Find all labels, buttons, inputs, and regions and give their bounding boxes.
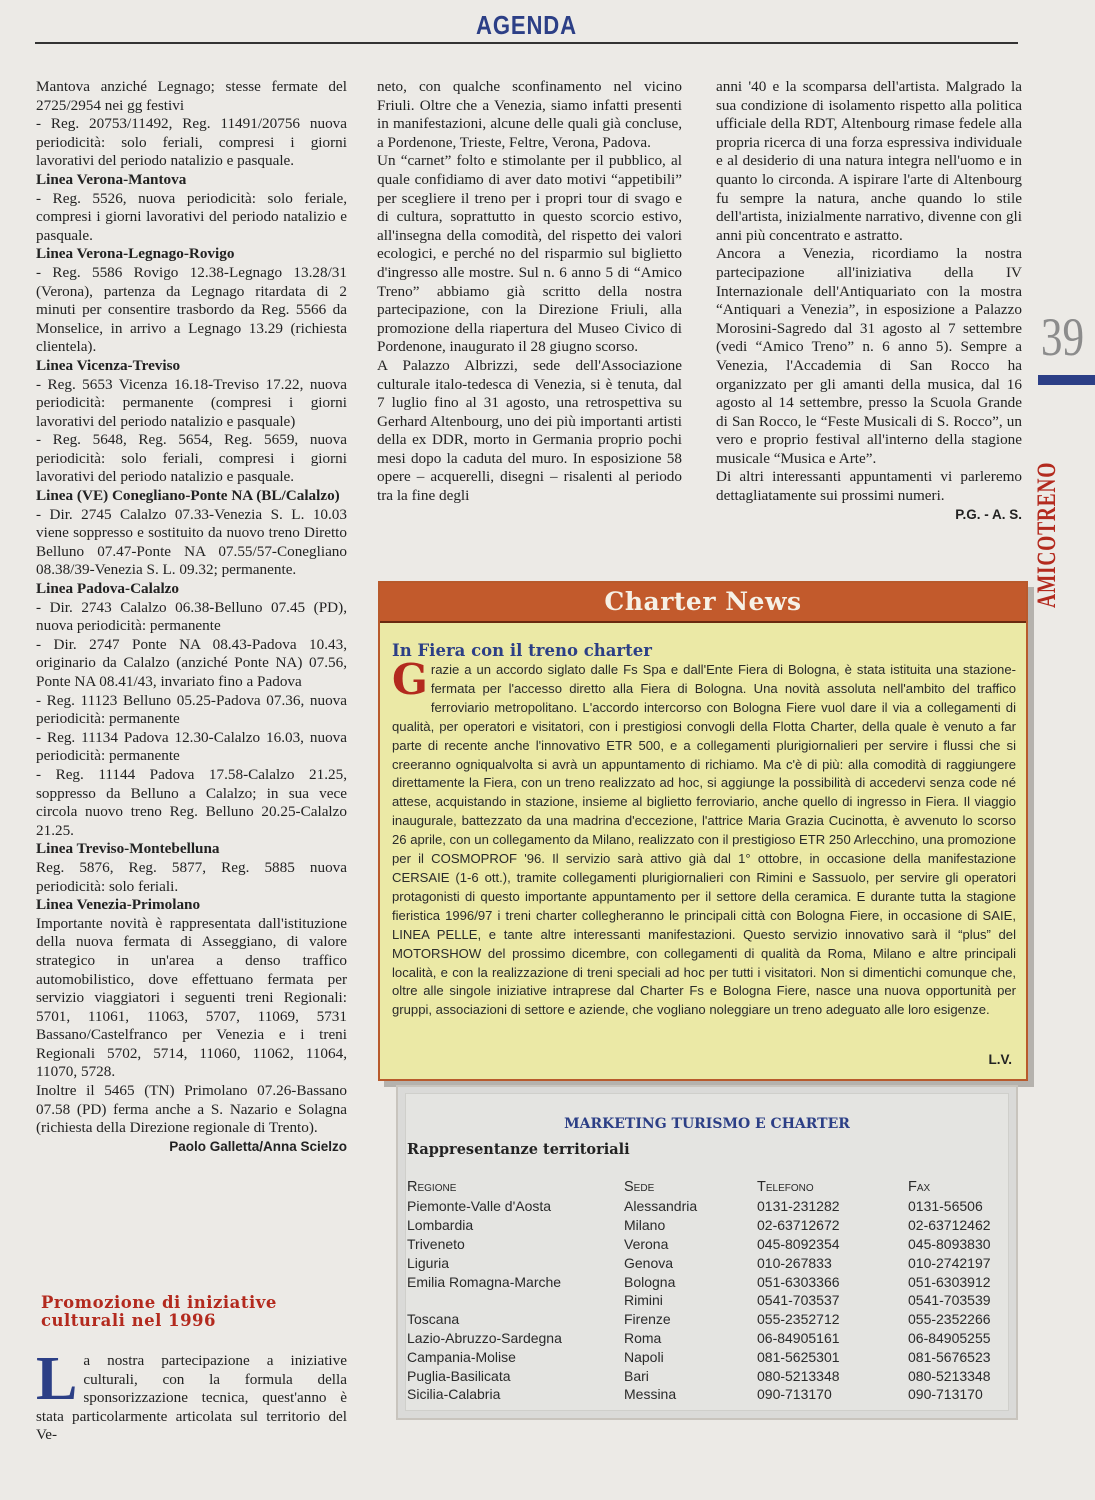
cell-phone: 051-6303366 [757, 1273, 840, 1290]
paragraph: - Dir. 2743 Calalzo 06.38-Belluno 07.45 (PD), nuova periodicità: permanente [36, 598, 347, 635]
column-header-region: Regione [407, 1179, 457, 1195]
cell-phone: 081-5625301 [757, 1348, 840, 1365]
paragraph: - Dir. 2745 Calalzo 07.33-Venezia S. L. 10.03 viene soppresso e sostituito da nuovo treno Diretto Belluno 07.47-Ponte NA 07.55/57-Conegliano 08.38/39-Venezia S. L. 09.32; permanente. [36, 505, 347, 579]
article-column-2 [377, 78, 682, 506]
cell-region [407, 1291, 624, 1310]
paragraph: A Palazzo Albrizzi, sede dell'Associazione culturale italo-tedesca di Venezia, si è tenuta, dal 7 luglio fino al 31 agosto, una retrospettiva su Gerhard Altenbourg, uno dei più importanti artisti della ex DDR, morto in Germania proprio pochi mesi dopo la caduta del muro. In esposizione 58 opere – acquerelli, disegni – risalenti al periodo tra la fine degli [377, 356, 682, 505]
section-title: AGENDA [476, 10, 577, 40]
side-accent-bar [1038, 375, 1095, 385]
cell-office: Messina [624, 1386, 677, 1403]
paragraph: - Reg. 11144 Padova 17.58-Calalzo 21.25, soppresso da Belluno a Calalzo; in sua vece circola nuovo treno Reg. Belluno 20.25-Calalzo 21.25. [36, 765, 347, 839]
cell-phone: 055-2352712 [757, 1311, 840, 1328]
paragraph: neto, con qualche sconfinamento nel vicino Friuli. Oltre che a Venezia, siamo infatti presenti in manifestazioni, alcune delle quali già concluse, a Pordenone, Trieste, Feltre, Verona, Padova. [377, 78, 682, 151]
cell-fax: 055-2352266 [908, 1311, 991, 1328]
cell-office: Napoli [624, 1348, 664, 1365]
promo-title: Promozione di iniziative culturali nel 1996 [41, 1293, 277, 1330]
cell-phone: 090-713170 [757, 1386, 832, 1403]
table-row [407, 1366, 1018, 1385]
cell-region: Lombardia [407, 1217, 474, 1234]
cell-office: Bologna [624, 1273, 676, 1290]
cell-phone: 0541-703537 [757, 1292, 840, 1309]
paragraph: Importante novità è rappresentata dall'istituzione della nuova fermata di Asseggiano, di valore strategico in un'area a denso traffico automobilistico, dove effettuano fermata per servizio viaggiatori i seguenti treni Regionali: 5701, 11061, 11063, 5707, 11069, 5731 Bassano/Castelfranco per Venezia e i treni Regionali 5702, 5714, 11060, 11062, 11064, 11070, 5728. [36, 914, 347, 1081]
cell-fax: 051-6303912 [908, 1273, 991, 1290]
charter-subtitle: In Fiera con il treno charter [392, 641, 652, 660]
table-row [407, 1291, 1018, 1310]
paragraph: Di altri interessanti appuntamenti vi parleremo dettagliatamente sui prossimi numeri. [716, 468, 1022, 505]
cell-fax: 045-8093830 [908, 1235, 991, 1252]
cell-fax: 010-2742197 [908, 1254, 991, 1271]
cell-phone: 080-5213348 [757, 1367, 840, 1384]
cell-phone: 0131-231282 [757, 1198, 840, 1215]
cell-fax: 090-713170 [908, 1386, 983, 1403]
cell-region: Toscana [407, 1311, 460, 1328]
article-column-3 [716, 78, 1022, 524]
table-row [407, 1385, 1018, 1404]
table-row [407, 1235, 1018, 1254]
drop-cap: G [392, 655, 428, 704]
page-number: 39 [1040, 307, 1085, 367]
paragraph: - Reg. 5586 Rovigo 12.38-Legnago 13.28/31 (Verona), partenza da Legnago ritardata di 2 minuti per consentire trasbordo da Reg. 5566 da Monselice, in arrivo a Legnago 13.29 (richiesta clientela). [36, 263, 347, 356]
column-header-fax: Fax [908, 1179, 931, 1195]
cell-region: Liguria [407, 1254, 450, 1271]
table-row [407, 1329, 1018, 1348]
line-heading: Linea (VE) Conegliano-Ponte NA (BL/Calalzo) [36, 487, 340, 505]
cell-phone: 06-84905161 [757, 1329, 840, 1346]
cell-phone: 045-8092354 [757, 1235, 840, 1252]
paragraph: anni '40 e la scomparsa dell'artista. Malgrado la sua condizione di isolamento rispetto alla politica ufficiale della RDT, Altenbourg rimase fedele alla propria ricerca di una forza espressiva individuale e al desiderio di una natura integra nell'uomo e in quanto lo circonda. A ispirare l'arte di Altenbourg fu sempre la natura, anche quando lo stile dell'artista, inizialmente narrativo, divenne con gli anni più concentrato e astratto. [716, 78, 1022, 244]
paragraph: - Reg. 11123 Belluno 05.25-Padova 07.36, nuova periodicità: permanente [36, 691, 347, 728]
table-row [407, 1272, 1018, 1291]
charter-article [392, 655, 1016, 1020]
paragraph: Un “carnet” folto e stimolante per il pubblico, al quale confidiamo di aver dato motivi “appetibili” per scegliere il treno per i propri tour di svago e di cultura, soprattutto in questo scorcio estivo, all'insegna della comodità, del rispetto dei valori ecologici, e perché no del risparmio sul biglietto d'ingresso alle mostre. Sul n. 6 anno 5 di “Amico Treno” abbiamo già scritto della nostra partecipazione, con la Direzione Friuli, alla promozione della riapertura del Museo Civico di Pordenone, inaugurato il 28 giugno scorso. [377, 152, 682, 356]
representatives-table [407, 1177, 1018, 1404]
cell-office: Genova [624, 1254, 674, 1271]
cell-region: Emilia Romagna-Marche [407, 1273, 562, 1290]
line-heading: Linea Treviso-Montebelluna [36, 840, 220, 858]
cell-region: Lazio-Abruzzo-Sardegna [407, 1329, 562, 1346]
cell-office: Firenze [624, 1311, 671, 1328]
paragraph: - Reg. 5653 Vicenza 16.18-Treviso 17.22, nuova periodicità: permanente (compresi i giorni lavorativi del periodo natalizio e pasquale) [36, 375, 347, 430]
paragraph: Inoltre il 5465 (TN) Primolano 07.26-Bassano 07.58 (PD) ferma anche a S. Nazario e Solagna (richiesta della Direzione regionale di Trento). [36, 1082, 347, 1137]
cell-office: Alessandria [624, 1198, 698, 1215]
paragraph: Reg. 5876, Reg. 5877, Reg. 5885 nuova periodicità: solo feriali. [36, 858, 347, 895]
marketing-title: MARKETING TURISMO E CHARTER [564, 1116, 850, 1132]
table-row [407, 1253, 1018, 1272]
paragraph: - Dir. 2747 Ponte NA 08.43-Padova 10.43, originario da Calalzo (anziché Ponte NA) 07.56, Ponte NA 08.41/43, invariato fino a Padova [36, 635, 347, 690]
cell-fax: 06-84905255 [908, 1329, 991, 1346]
paragraph: - Reg. 5648, Reg. 5654, Reg. 5659, nuova periodicità: solo feriali, compresi i giorni lavorativi del periodo natalizio e pasquale. [36, 431, 347, 486]
table-row [407, 1216, 1018, 1235]
cell-office: Bari [624, 1367, 649, 1384]
article-signature: Paolo Galletta/Anna Scielzo [169, 1138, 347, 1154]
cell-fax: 080-5213348 [908, 1367, 991, 1384]
charter-news-header: Charter News [380, 583, 1026, 623]
charter-text: razie a un accordo siglato dalle Fs Spa e dall'Ente Fiera di Bologna, è stata istituita una stazione-fermata per l'accesso diretto alla Fiera di Bologna. Una novità assoluta nell'ambito del traffico ferroviario metropolitano. L'accordo intercorso con Bologna Fiere vuol dare il via a collegamenti di qualità, per operatori e visitatori, con i prestigiosi convogli della Flotta Charter, della quale è venuto a far parte di recente anche l'innovativo ETR 500, e a collegamenti plurigiornalieri per servire i flussi che si creeranno ogniqualvolta si avrà un appuntamento di richiamo. Ma c'è di più: alla comodità di raggiungere direttamente la Fiera, con un treno realizzato ad hoc, si aggiunge la possibilità di accedervi senza code né attese, acquistando in stazione, insieme al biglietto ferroviario, anche quello di ingresso in Fiera. Il viaggio inaugurale, battezzato da una madrina d'eccezione, l'attrice Maria Grazia Cucinotta, è avvenuto lo scorso 26 aprile, con un collegamento da Milano, realizzato con il prestigioso ETR 250 Arlecchino, una promozione per il COSMOPROF '96. Il servizio sarà attivo già dal 1° ottobre, in occasione della manifestazione CERSAIE (1-6 ott.), tramite collegamenti plurigiornalieri con Rimini e Sassuolo, per servire gli operatori protagonisti di questo importante appuntamento per il settore della ceramica. E durante tutta la stagione fieristica 1996/97 i treni charter collegheranno le principali città con Bologna Fiere, in occasione di SAIE, LINEA PELLE, e tante altre interessanti manifestazioni. Questo servizio innovativo sarà il “plus” del MOTORSHOW del prossimo dicembre, con collegamenti di qualità da Roma, Milano e altre principali località, e con la realizzazione di treni speciali ad hoc per tutti i visitatori. Non si dimentichi comunque che, oltre alle singole iniziative intraprese dal Charter Fs e Bologna Fiere, nasce una nuova opportunità per gruppi, associazioni di settore e aziende, che vogliano noleggiare un treno adeguato alle loro esigenze. [392, 662, 1016, 1018]
cell-phone: 010-267833 [757, 1254, 832, 1271]
cell-region: Piemonte-Valle d'Aosta [407, 1198, 552, 1215]
cell-office: Milano [624, 1217, 666, 1234]
line-heading: Linea Verona-Legnago-Rovigo [36, 245, 235, 263]
cell-fax: 081-5676523 [908, 1348, 991, 1365]
cell-fax: 0131-56506 [908, 1198, 983, 1215]
article-signature: P.G. - A. S. [955, 506, 1022, 522]
table-row [407, 1310, 1018, 1329]
table-header-row [407, 1177, 1018, 1197]
paragraph: - Reg. 11134 Padova 12.30-Calalzo 16.03, nuova periodicità: permanente [36, 728, 347, 765]
drop-cap: L [36, 1345, 78, 1413]
page-header [35, 8, 1018, 44]
table-row [407, 1197, 1018, 1216]
line-heading: Linea Padova-Calalzo [36, 580, 180, 598]
line-heading: Linea Vicenza-Treviso [36, 356, 181, 374]
paragraph: - Reg. 20753/11492, Reg. 11491/20756 nuova periodicità: solo feriali, compresi i giorni lavorativi del periodo natalizio e pasquale. [36, 115, 347, 170]
cell-office: Rimini [624, 1292, 663, 1309]
cell-fax: 02-63712462 [908, 1217, 991, 1234]
line-heading: Linea Verona-Mantova [36, 170, 187, 188]
promo-article [36, 1345, 347, 1445]
article-column-1 [36, 78, 347, 1156]
magazine-name: AMICOTRENO [1032, 461, 1061, 608]
cell-region: Sicilia-Calabria [407, 1386, 501, 1403]
cell-office: Roma [624, 1329, 662, 1346]
marketing-subtitle: Rappresentanze territoriali [407, 1141, 630, 1158]
paragraph: Mantova anziché Legnago; stesse fermate del 2725/2954 nei gg festivi [36, 78, 347, 114]
cell-fax: 0541-703539 [908, 1292, 991, 1309]
paragraph: - Reg. 5526, nuova periodicità: solo feriale, compresi i giorni lavorativi del periodo natalizio e pasquale. [36, 189, 347, 244]
cell-region: Puglia-Basilicata [407, 1367, 511, 1384]
promo-text: a nostra partecipazione a iniziative culturali, con la formula della sponsorizzazione tecnica, quest'anno è stata particolarmente articolata sul territorio del Ve- [36, 1352, 347, 1444]
cell-region: Campania-Molise [407, 1348, 516, 1365]
cell-office: Verona [624, 1235, 669, 1252]
charter-signature: L.V. [988, 1052, 1012, 1067]
table-row [407, 1347, 1018, 1366]
cell-phone: 02-63712672 [757, 1217, 840, 1234]
column-header-office: Sede [624, 1179, 655, 1195]
paragraph: Ancora a Venezia, ricordiamo la nostra partecipazione all'iniziativa della IV Internazionale dell'Antiquariato con la mostra “Antiquari a Venezia”, in esposizione a Palazzo Morosini-Sagredo dal 31 agosto al 7 settembre (vedi “Amico Treno” n. 6 anno 5). Sempre a Venezia, l'Accademia di San Rocco ha organizzato per gli amanti della musica, dal 16 agosto al 14 settembre, presso la Scuola Grande di San Rocco, le “Feste Musicali di S. Rocco”, un vero e proprio festival all'interno della stagione musicale “Musica e Arte”. [716, 245, 1022, 467]
line-heading: Linea Venezia-Primolano [36, 896, 201, 914]
cell-region: Triveneto [407, 1235, 465, 1252]
column-header-phone: Telefono [757, 1179, 814, 1195]
charter-news-box [378, 581, 1028, 1081]
